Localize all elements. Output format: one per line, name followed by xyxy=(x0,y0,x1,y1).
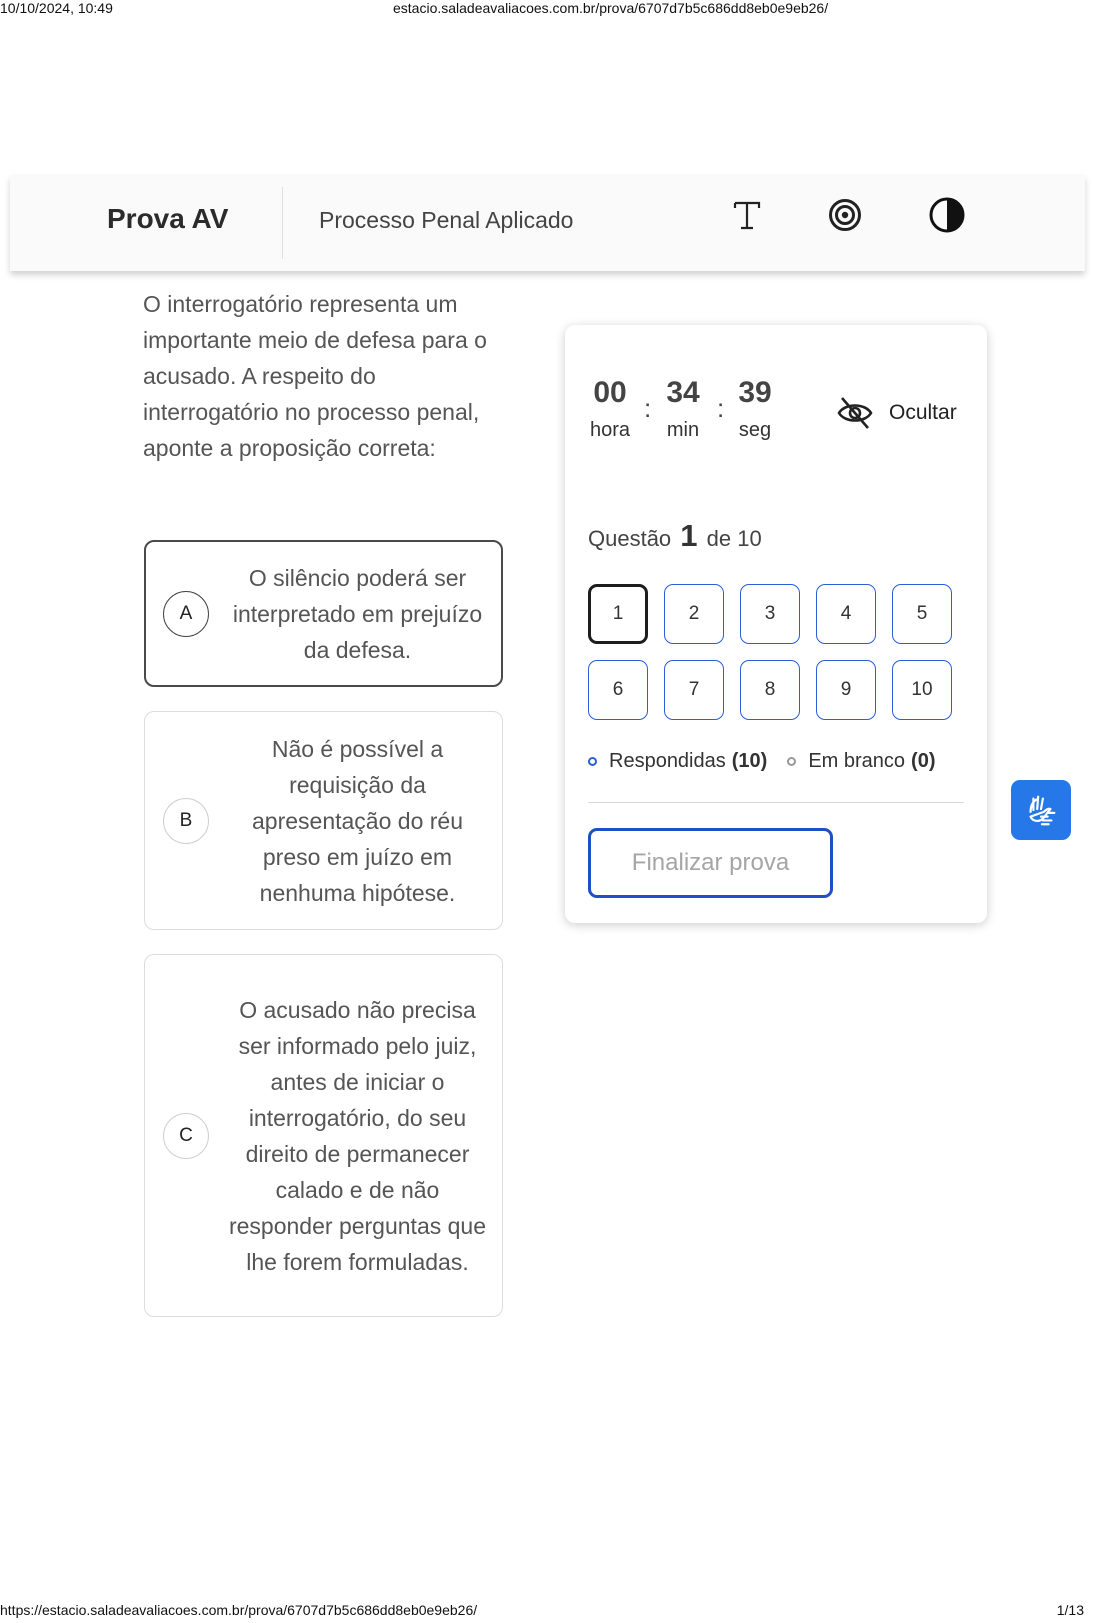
option-text: Não é possível a requisição da apresentação do réu preso em juízo em nenhuma hipótese. xyxy=(252,735,463,906)
course-name: Processo Penal Aplicado xyxy=(319,207,574,233)
timer-seconds-label: seg xyxy=(738,419,772,441)
blank-dot-icon xyxy=(787,757,796,766)
hide-timer-label: Ocultar xyxy=(889,401,957,424)
answer-option-a[interactable] xyxy=(144,540,503,687)
legend-answered xyxy=(588,750,767,773)
legend-answered-label: Respondidas xyxy=(609,750,726,772)
legend-blank xyxy=(787,750,935,773)
question-nav-button[interactable]: 10 xyxy=(892,660,952,720)
timer-hours xyxy=(580,375,640,442)
contrast-icon[interactable] xyxy=(927,195,967,235)
timer-separator: : xyxy=(717,393,725,423)
legend-blank-count: (0) xyxy=(911,750,936,772)
timer-minutes-value: 34 xyxy=(666,376,700,409)
timer-separator: : xyxy=(644,393,652,423)
legend-answered-count: (10) xyxy=(731,750,768,772)
question-nav-button[interactable]: 5 xyxy=(892,584,952,644)
timer-seconds xyxy=(725,375,785,442)
question-nav-button[interactable]: 4 xyxy=(816,584,876,644)
question-nav-button[interactable]: 1 xyxy=(588,584,648,644)
answer-option-c[interactable] xyxy=(144,954,503,1317)
question-counter xyxy=(588,518,762,554)
finish-exam-button[interactable]: Finalizar prova xyxy=(588,828,833,898)
print-footer xyxy=(0,1602,1094,1620)
question-statement: O interrogatório representa um importante meio de defesa para o acusado. A respeito do interrogatório no processo penal, aponte a proposição correta: xyxy=(143,291,487,461)
question-counter-mid: de xyxy=(706,526,732,551)
target-icon[interactable] xyxy=(825,195,865,235)
print-footer-url: https://estacio.saladeavaliacoes.com.br/prova/6707d7b5c686dd8eb0e9eb26/ xyxy=(0,1602,478,1618)
legend-blank-label: Em branco xyxy=(808,750,906,772)
sign-language-icon xyxy=(1022,791,1060,829)
question-counter-total: 10 xyxy=(737,526,762,551)
print-datetime: 10/10/2024, 10:49 xyxy=(0,0,113,16)
timer-minutes-label: min xyxy=(666,419,700,441)
panel-divider xyxy=(588,802,964,803)
timer-minutes xyxy=(653,375,713,442)
answer-option-b[interactable] xyxy=(144,711,503,930)
question-counter-current: 1 xyxy=(680,518,698,553)
print-header xyxy=(0,0,1094,18)
print-page-indicator: 1/13 xyxy=(1056,1602,1084,1618)
hide-timer-button[interactable] xyxy=(835,393,957,433)
question-nav-button[interactable]: 8 xyxy=(740,660,800,720)
question-nav-button[interactable]: 6 xyxy=(588,660,648,720)
exam-title: Prova AV xyxy=(107,203,229,234)
option-text: O silêncio poderá ser interpretado em prejuízo da defesa. xyxy=(232,564,483,663)
option-text: O acusado não precisa ser informado pelo juiz, antes de iniciar o interrogatório, do seu direito de permanecer calado e de não responder perguntas que lhe forem formuladas. xyxy=(228,996,487,1275)
print-header-url: estacio.saladeavaliacoes.com.br/prova/6707d7b5c686dd8eb0e9eb26/ xyxy=(393,0,829,16)
option-letter: A xyxy=(163,591,209,637)
option-letter: C xyxy=(163,1113,209,1159)
timer-hours-value: 00 xyxy=(593,376,627,409)
answered-dot-icon xyxy=(588,757,597,766)
question-nav-button[interactable]: 7 xyxy=(664,660,724,720)
eye-off-icon xyxy=(835,393,875,433)
timer-seconds-value: 39 xyxy=(738,376,772,409)
top-bar xyxy=(10,175,1085,271)
sign-language-button[interactable] xyxy=(1011,780,1071,840)
header-divider xyxy=(282,187,283,259)
answer-legend xyxy=(588,750,936,773)
question-nav-button[interactable]: 3 xyxy=(740,584,800,644)
question-counter-prefix: Questão xyxy=(588,526,672,551)
question-nav-button[interactable]: 2 xyxy=(664,584,724,644)
timer-hours-label: hora xyxy=(589,419,631,441)
exam-panel xyxy=(565,325,987,923)
question-nav-button[interactable]: 9 xyxy=(816,660,876,720)
option-letter: B xyxy=(163,798,209,844)
text-size-icon[interactable] xyxy=(727,195,767,235)
